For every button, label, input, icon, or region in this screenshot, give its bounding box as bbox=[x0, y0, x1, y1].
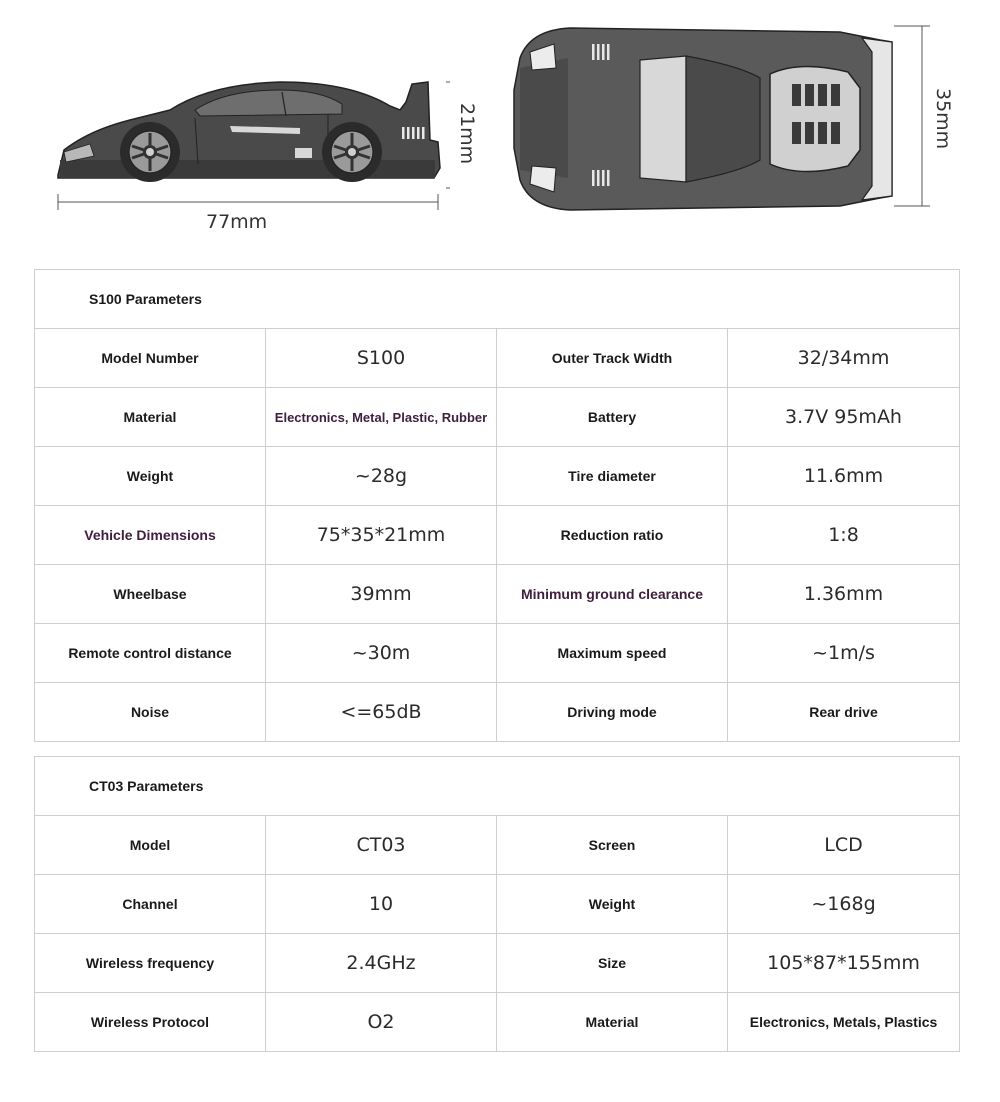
spec-value: 3.7V 95mAh bbox=[728, 388, 960, 447]
spec-value: ~168g bbox=[728, 875, 960, 934]
length-dimension-label: 77mm bbox=[206, 211, 268, 233]
table-row bbox=[35, 388, 960, 447]
spec-label: Wireless Protocol bbox=[35, 993, 266, 1052]
spec-label: Noise bbox=[35, 683, 266, 742]
spec-label: Wireless frequency bbox=[35, 934, 266, 993]
spec-value: 2.4GHz bbox=[266, 934, 497, 993]
spec-label: Size bbox=[497, 934, 728, 993]
car-top-view bbox=[500, 18, 960, 218]
spec-value: LCD bbox=[728, 816, 960, 875]
spec-value: Electronics, Metal, Plastic, Rubber bbox=[266, 388, 497, 447]
spec-value: ~30m bbox=[266, 624, 497, 683]
spec-label: Material bbox=[35, 388, 266, 447]
spec-label: Screen bbox=[497, 816, 728, 875]
spec-value: 10 bbox=[266, 875, 497, 934]
spec-value: Electronics, Metals, Plastics bbox=[728, 993, 960, 1052]
spec-value: ~1m/s bbox=[728, 624, 960, 683]
spec-value: 39mm bbox=[266, 565, 497, 624]
spec-label: Maximum speed bbox=[497, 624, 728, 683]
spec-label: Driving mode bbox=[497, 683, 728, 742]
spec-value: CT03 bbox=[266, 816, 497, 875]
table-title-row bbox=[35, 757, 960, 816]
spec-value: 1.36mm bbox=[728, 565, 960, 624]
width-dimension-label: 35mm bbox=[932, 88, 954, 150]
s100-parameters-table bbox=[34, 269, 960, 742]
ct03-parameters-table bbox=[34, 756, 960, 1052]
ct03-table-title: CT03 Parameters bbox=[35, 757, 960, 816]
table-row bbox=[35, 565, 960, 624]
spec-label: Tire diameter bbox=[497, 447, 728, 506]
spec-value: S100 bbox=[266, 329, 497, 388]
table-row bbox=[35, 624, 960, 683]
height-dimension-label: 21mm bbox=[456, 103, 478, 165]
spec-label: Outer Track Width bbox=[497, 329, 728, 388]
spec-label: Battery bbox=[497, 388, 728, 447]
spec-value: Rear drive bbox=[728, 683, 960, 742]
spec-value: O2 bbox=[266, 993, 497, 1052]
spec-label: Weight bbox=[497, 875, 728, 934]
spec-value: 11.6mm bbox=[728, 447, 960, 506]
table-row bbox=[35, 875, 960, 934]
table-row bbox=[35, 993, 960, 1052]
spec-value: 105*87*155mm bbox=[728, 934, 960, 993]
table-title-row bbox=[35, 270, 960, 329]
spec-label: Reduction ratio bbox=[497, 506, 728, 565]
spec-label: Minimum ground clearance bbox=[497, 565, 728, 624]
spec-label: Vehicle Dimensions bbox=[35, 506, 266, 565]
spec-label: Wheelbase bbox=[35, 565, 266, 624]
spec-value: ~28g bbox=[266, 447, 497, 506]
spec-label: Weight bbox=[35, 447, 266, 506]
table-row bbox=[35, 934, 960, 993]
spec-value: 1:8 bbox=[728, 506, 960, 565]
spec-value: 32/34mm bbox=[728, 329, 960, 388]
spec-label: Remote control distance bbox=[35, 624, 266, 683]
table-row bbox=[35, 816, 960, 875]
spec-value: <=65dB bbox=[266, 683, 497, 742]
s100-table-title: S100 Parameters bbox=[35, 270, 960, 329]
spec-label: Model bbox=[35, 816, 266, 875]
table-row bbox=[35, 329, 960, 388]
table-row bbox=[35, 683, 960, 742]
spec-label: Material bbox=[497, 993, 728, 1052]
table-row bbox=[35, 447, 960, 506]
spec-value: 75*35*21mm bbox=[266, 506, 497, 565]
spec-label: Model Number bbox=[35, 329, 266, 388]
table-row bbox=[35, 506, 960, 565]
spec-label: Channel bbox=[35, 875, 266, 934]
